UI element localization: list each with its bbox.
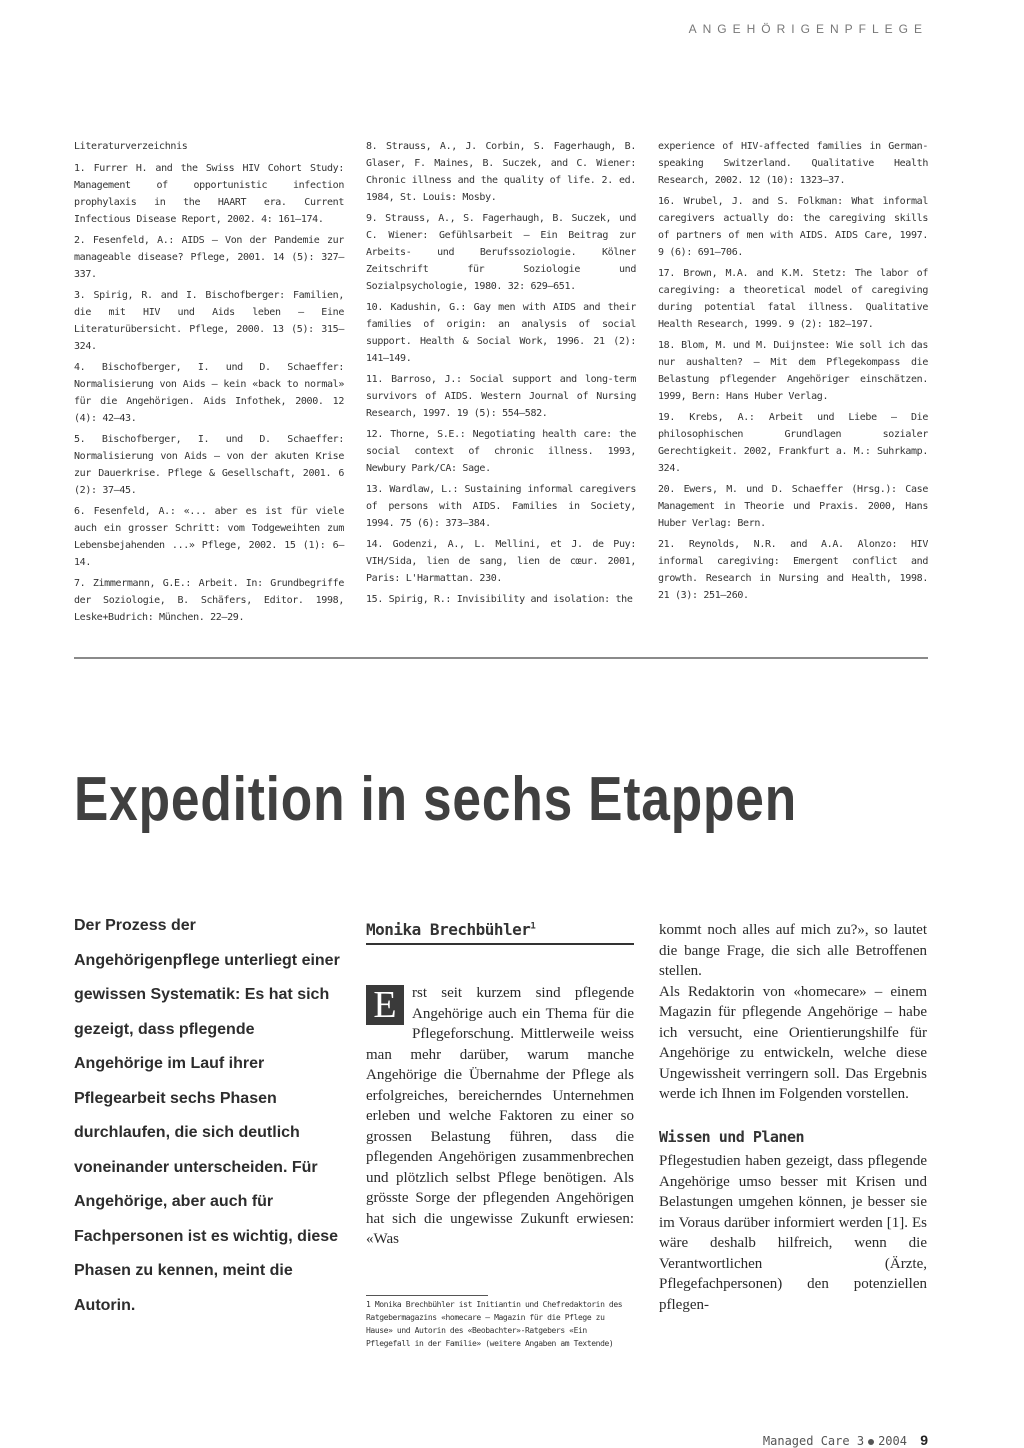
body-column-2 [659,920,927,1315]
body-column-1 [366,983,634,1250]
author-byline [366,920,634,945]
reference-item: 1. Furrer H. and the Swiss HIV Cohort Study: Management of opportunistic infection prophylaxis in the HAART era. Current Infectious Disease Report, 2002. 4: 161–174. [74,163,344,225]
reference-item: 7. Zimmermann, G.E.: Arbeit. In: Grundbegriffe der Soziologie, B. Schäfers, Editor. 1998, Leske+Budrich: München. 22–29. [74,578,344,623]
reference-column-1 [74,138,344,630]
reference-column-2 [366,138,636,612]
page-number: 9 [920,1432,928,1448]
author-name-text: Monika Brechbühler [366,920,531,939]
reference-item: experience of HIV-affected families in German-speaking Switzerland. Qualitative Health Research, 2002. 12 (10): 1323–37. [658,141,928,186]
reference-item: 20. Ewers, M. und D. Schaeffer (Hrsg.): Case Management in Theorie und Praxis. 2000, Hans Huber Verlag: Bern. [658,484,928,529]
body-paragraph: rst seit kurzem sind pflegende Angehörige auch ein Thema für die Pflegeforschung. Mittlerweile weiss man mehr darüber, warum manche Angehörige die Übernahme der Pflege als erfolgreiches, bereicherndes Unternehmen erleben und welche Faktoren zu einer so grossen Belastung führen, dass die pflegenden Angehörigen zusammenbrechen und plötzlich selbst Pflege benötigen. Als grösste Sorge der pflegenden Angehörigen hat sich die ungewisse Zukunft erwiesen: «Was [366,985,634,1247]
reference-item: 12. Thorne, S.E.: Negotiating health care: the social context of chronic illness. 1993, Newbury Park/CA: Sage. [366,429,636,474]
reference-heading: Literaturverzeichnis [74,141,188,152]
reference-item: 21. Reynolds, N.R. and A.A. Alonzo: HIV informal caregiving: Emergent conflict and growth. Research in Nursing and Health, 1998. 21 (3): 251–260. [658,539,928,601]
reference-item: 10. Kadushin, G.: Gay men with AIDS and their families of origin: an analysis of social support. Health & Social Work, 1996. 21 (2): 141–149. [366,302,636,364]
footnote-rule [366,1295,488,1296]
reference-item: 3. Spirig, R. and I. Bischofberger: Familien, die mit HIV und Aids leben – Eine Literaturübersicht. Pflege, 2000. 13 (5): 315–324. [74,290,344,352]
reference-list [74,138,930,623]
reference-item: 9. Strauss, A., S. Fagerhaugh, B. Suczek, und C. Wiener: Gefühlsarbeit – Ein Beitrag zur Arbeits- und Berufssoziologie. Kölner Zeitschrift für Soziologie und Sozialpsychologie, 1980. 32: 629–651. [366,213,636,292]
bullet-icon [868,1439,874,1445]
issue-year: 2004 [878,1434,907,1448]
section-label: ANGEHÖRIGENPFLEGE [688,22,928,36]
reference-item: 5. Bischofberger, I. und D. Schaeffer: Normalisierung von Aids – von der akuten Krise zur Dauerkrise. Pflege & Gesellschaft, 2001. 6 (2): 37–45. [74,434,344,496]
article-lead: Der Prozess der Angehörigenpflege unterliegt einer gewissen Systematik: Es hat sich gezeigt, dass pflegende Angehörige im Lauf ihrer Pflegearbeit sechs Phasen durchlaufen, die sich deutlich voneinander unterscheiden. Für Angehörige, aber auch für Fachpersonen ist es wichtig, diese Phasen zu kennen, meint die Autorin. [74,917,340,1314]
article-title: Expedition in sechs Etappen [74,765,797,834]
reference-item: 19. Krebs, A.: Arbeit und Liebe – Die philosophischen Grundlagen sozialer Gerechtigkeit. 2002, Frankfurt a. M.: Suhrkamp. 324. [658,412,928,474]
reference-item: 2. Fesenfeld, A.: AIDS – Von der Pandemie zur manageable disease? Pflege, 2001. 14 (5): 327–337. [74,235,344,280]
body-paragraph: Als Redaktorin von «homecare» – einem Magazin für pflegende Angehörige – habe ich versucht, eine Orientierungshilfe für Angehörige zu entwickeln, welche diese Ungewissheit verringern soll. Das Ergebnis werde ich Ihnen im Folgenden vorstellen. [659,983,927,1102]
drop-cap: E [366,985,404,1025]
body-paragraph: kommt noch alles auf mich zu?», so lautet die bange Frage, die sich alle Betroffenen stellen. [659,922,927,979]
reference-column-3 [658,138,928,608]
reference-item: 6. Fesenfeld, A.: «... aber es ist für viele auch ein grosser Schritt: vom Todgeweihten zum Lebensbejahenden ...» Pflege, 2002. 15 (1): 6–14. [74,506,344,568]
journal-name: Managed Care [762,1434,850,1448]
footnote-mark: 1 [530,921,536,932]
reference-item: 16. Wrubel, J. and S. Folkman: What informal caregivers actually do: the caregiving skills of partners of men with AIDS. AIDS Care, 1997. 9 (6): 691–706. [658,196,928,258]
body-paragraph: Pflegestudien haben gezeigt, dass pflegende Angehörige umso besser mit Krisen und Belastungen umgehen können, je besser sie im Voraus darüber informiert werden [1]. Es wäre deshalb hilfreich, wenn die Verantwortlichen (Ärzte, Pflegefachpersonen) den potenziellen pflegen- [659,1153,927,1313]
reference-item: 4. Bischofberger, I. und D. Schaeffer: Normalisierung von Aids – kein «back to normal» für die Angehörigen. Aids Infothek, 2000. 12 (4): 42–43. [74,362,344,424]
author-name [366,920,634,945]
footnote: 1 Monika Brechbühler ist Initiantin und Chefredaktorin des Ratgebermagazins «homecare – Magazin für die Pflege zu Hause» und Autorin des «Beobachter»-Ratgebers «Ein Pflegefall in der Familie» (weitere Angaben am Textende) [366,1300,623,1348]
section-divider [74,657,928,659]
reference-item: 15. Spirig, R.: Invisibility and isolation: the [366,594,633,605]
page-footer [763,1432,928,1448]
section-subheading: Wissen und Planen [659,1127,805,1146]
reference-item: 11. Barroso, J.: Social support and long-term survivors of AIDS. Western Journal of Nursing Research, 1997. 19 (5): 554–582. [366,374,636,419]
reference-item: 17. Brown, M.A. and K.M. Stetz: The labor of caregiving: a theoretical model of caregiving during potential fatal illness. Qualitative Health Research, 1999. 9 (2): 182–197. [658,268,928,330]
reference-item: 8. Strauss, A., J. Corbin, S. Fagerhaugh, B. Glaser, F. Maines, B. Suczek, and C. Wiener: Chronic illness and the quality of life. 2. ed. 1984, St. Louis: Mosby. [366,141,636,203]
issue-number: 3 [856,1434,865,1448]
reference-item: 18. Blom, M. und M. Duijnstee: Wie soll ich das nur aushalten? – Mit dem Pflegekompass die Belastung pflegender Angehöriger einschätzen. 1999, Bern: Hans Huber Verlag. [658,340,928,402]
reference-item: 14. Godenzi, A., L. Mellini, et J. de Puy: VIH/Sida, lien de sang, lien de cœur. 2001, Paris: L'Harmattan. 230. [366,539,636,584]
reference-item: 13. Wardlaw, L.: Sustaining informal caregivers of persons with AIDS. Families in Society, 1994. 75 (6): 373–384. [366,484,636,529]
